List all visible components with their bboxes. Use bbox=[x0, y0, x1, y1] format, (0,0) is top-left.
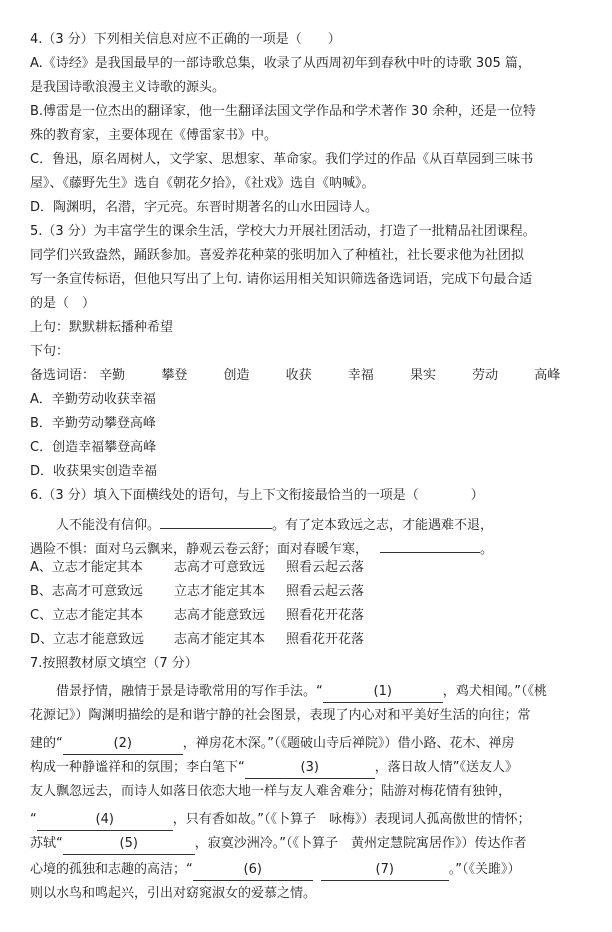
q6-option-part: D、立志才能意致远 bbox=[30, 632, 145, 647]
q6-blank-2[interactable] bbox=[380, 532, 480, 553]
q5-stem-line4: 的是（ ） bbox=[30, 296, 96, 311]
q5-option-b: B．辛勤劳动攀登高峰 bbox=[30, 416, 156, 431]
q6-option-part: A、立志才能定其本 bbox=[30, 560, 143, 575]
q6-option-part: 立志才能定其本 bbox=[174, 584, 266, 599]
q7-line2: 花源记》）陶渊明描绘的是和谐宁静的社会图景，表现了内心对和平美好生活的向往；常 bbox=[30, 708, 531, 723]
word-bank-item: 辛勤 bbox=[99, 368, 126, 383]
q4-option-c-line2: 屋》、《藤野先生》选自《朝花夕拾》，《社戏》选自《呐喊》。 bbox=[30, 176, 375, 191]
q4-option-a-line1: A.《诗经》是我国最早的一部诗歌总集，收录了从西周初年到春秋中叶的诗歌 305 篇， bbox=[30, 56, 531, 71]
q7-line1 bbox=[56, 680, 594, 704]
q7-text: ，寂寞沙洲冷。”（《卜算子 黄州定慧院寓居作》）传达作者 bbox=[194, 836, 527, 851]
q4-option-c-line1: C．鲁迅，原名周树人，文学家、思想家、革命家。我们学过的作品《从百草园到三味书 bbox=[30, 152, 534, 167]
q5-word-bank bbox=[30, 364, 594, 388]
q4-option-b-line1: B.傅雷是一位杰出的翻译家，他一生翻译法国文学作品和学术著作 30 余种，还是一位特 bbox=[30, 104, 536, 119]
q7-text: 心境的孤独和志趣的高洁；“ bbox=[30, 862, 193, 877]
q7-text: ，鸡犬相闻。”（《桃 bbox=[442, 684, 547, 699]
q7-line6 bbox=[30, 808, 594, 832]
q7-line5: 友人飘忽远去，而诗人如落日依恋大地一样与友人难舍难分；陆游对梅花情有独钟， bbox=[30, 784, 512, 799]
q7-text: 建的“ bbox=[30, 736, 63, 751]
q4-option-d: D．陶渊明，名潜，字元亮。东晋时期著名的山水田园诗人。 bbox=[30, 200, 379, 215]
q6-option-part: 志高才能意致远 bbox=[174, 608, 266, 623]
q5-stem-line1: 5.（3 分）为丰富学生的课余生活，学校大力开展社团活动，打造了一批精品社团课程。 bbox=[30, 224, 536, 239]
word-bank-item: 幸福 bbox=[347, 368, 374, 383]
q6-option-part: 志高才能定其本 bbox=[174, 632, 266, 647]
q7-text: 苏轼“ bbox=[30, 836, 63, 851]
q5-upper-line: 上句：默默耕耘播种希望 bbox=[30, 320, 174, 335]
q6-option-d bbox=[30, 628, 594, 652]
q7-text: 构成一种静谧祥和的氛围；李白笔下“ bbox=[30, 760, 245, 775]
q7-blank-5[interactable]: (5) bbox=[63, 834, 195, 855]
word-bank-item: 果实 bbox=[409, 368, 436, 383]
q6-option-part: 照看云起云落 bbox=[286, 584, 365, 599]
q4-stem: 4.（3 分）下列相关信息对应不正确的一项是（ ） bbox=[30, 32, 341, 47]
q6-passage-text: 人不能没有信仰。 bbox=[56, 518, 161, 532]
q7-text: 借景抒情，融情于景是诗歌常用的写作手法。“ bbox=[56, 684, 323, 699]
word-bank-item: 攀登 bbox=[161, 368, 188, 383]
q7-text: 。”（《关雎》） bbox=[448, 862, 521, 877]
q6-passage-text: 。有了定本致远之志，才能遇难不退， bbox=[272, 518, 494, 532]
q4-option-b-line2: 殊的教育家，主要体现在《傅雷家书》中。 bbox=[30, 128, 278, 143]
word-bank-item: 劳动 bbox=[472, 368, 499, 383]
word-bank-item: 创造 bbox=[223, 368, 250, 383]
q6-option-part: C、立志才能定其本 bbox=[30, 608, 144, 623]
q7-line7 bbox=[30, 832, 594, 856]
q7-blank-3[interactable]: (3) bbox=[245, 758, 375, 779]
q7-text: ，落日故人情”《送友人》 bbox=[374, 760, 518, 775]
q7-line3 bbox=[30, 732, 594, 756]
q6-option-part: 照看云起云落 bbox=[286, 560, 365, 575]
q6-passage-text: 遇险不惧：面对乌云飘来，静观云卷云舒；面对春暖乍寒， bbox=[30, 542, 369, 556]
q7-blank-1[interactable]: (1) bbox=[323, 682, 443, 703]
q7-stem: 7.按照教材原文填空（7 分） bbox=[30, 656, 198, 671]
q7-text: ，禅房花木深。”（《题破山寺后禅院》）借小路、花木、禅房 bbox=[182, 736, 515, 751]
q7-text: ，只有香如故。”（《卜算子 咏梅》）表现词人孤高傲世的情怀； bbox=[172, 812, 531, 827]
q7-blank-7[interactable]: (7) bbox=[321, 860, 449, 881]
q6-passage-text: 。 bbox=[480, 542, 494, 556]
q7-blank-4[interactable]: (4) bbox=[37, 810, 173, 831]
q6-option-b bbox=[30, 580, 594, 604]
q6-blank-1[interactable] bbox=[160, 508, 272, 529]
q7-line9: 则以水鸟和鸣起兴，引出对窈窕淑女的爱慕之情。 bbox=[30, 886, 317, 901]
q7-line8 bbox=[30, 858, 594, 882]
q6-passage-line1 bbox=[56, 508, 594, 532]
q5-option-a: A．辛勤劳动收获幸福 bbox=[30, 392, 156, 407]
q6-option-a bbox=[30, 556, 594, 580]
word-bank-label: 备选词语： bbox=[30, 368, 96, 383]
q6-passage-line2 bbox=[30, 532, 594, 556]
q7-line4 bbox=[30, 756, 594, 780]
q5-lower-line: 下句： bbox=[30, 344, 70, 359]
q7-blank-2[interactable]: (2) bbox=[63, 734, 183, 755]
q6-option-c bbox=[30, 604, 594, 628]
q6-option-part: 志高才可意致远 bbox=[174, 560, 266, 575]
q6-option-part: 照看花开花落 bbox=[286, 632, 365, 647]
q7-text: “ bbox=[30, 812, 37, 827]
q7-blank-6[interactable]: (6) bbox=[193, 860, 313, 881]
q6-option-part: B、志高才可意致远 bbox=[30, 584, 143, 599]
q5-option-c: C．创造幸福攀登高峰 bbox=[30, 440, 157, 455]
q6-stem: 6.（3 分）填入下面横线处的语句，与上下文衔接最恰当的一项是（ ） bbox=[30, 488, 484, 503]
q5-option-d: D．收获果实创造幸福 bbox=[30, 464, 158, 479]
word-bank-item: 高峰 bbox=[534, 368, 561, 383]
word-bank-item: 收获 bbox=[285, 368, 312, 383]
q5-stem-line2: 同学们兴致盎然，踊跃参加。喜爱养花种菜的张明加入了种植社，社长要求他为社团拟 bbox=[30, 248, 525, 263]
q4-option-a-line2: 是我国诗歌浪漫主义诗歌的源头。 bbox=[30, 80, 226, 95]
q6-option-part: 照看花开花落 bbox=[286, 608, 365, 623]
q5-stem-line3: 写一条宣传标语，但他只写出了上句. 请你运用相关知识筛选备选词语，完成下句最合适 bbox=[30, 272, 533, 287]
